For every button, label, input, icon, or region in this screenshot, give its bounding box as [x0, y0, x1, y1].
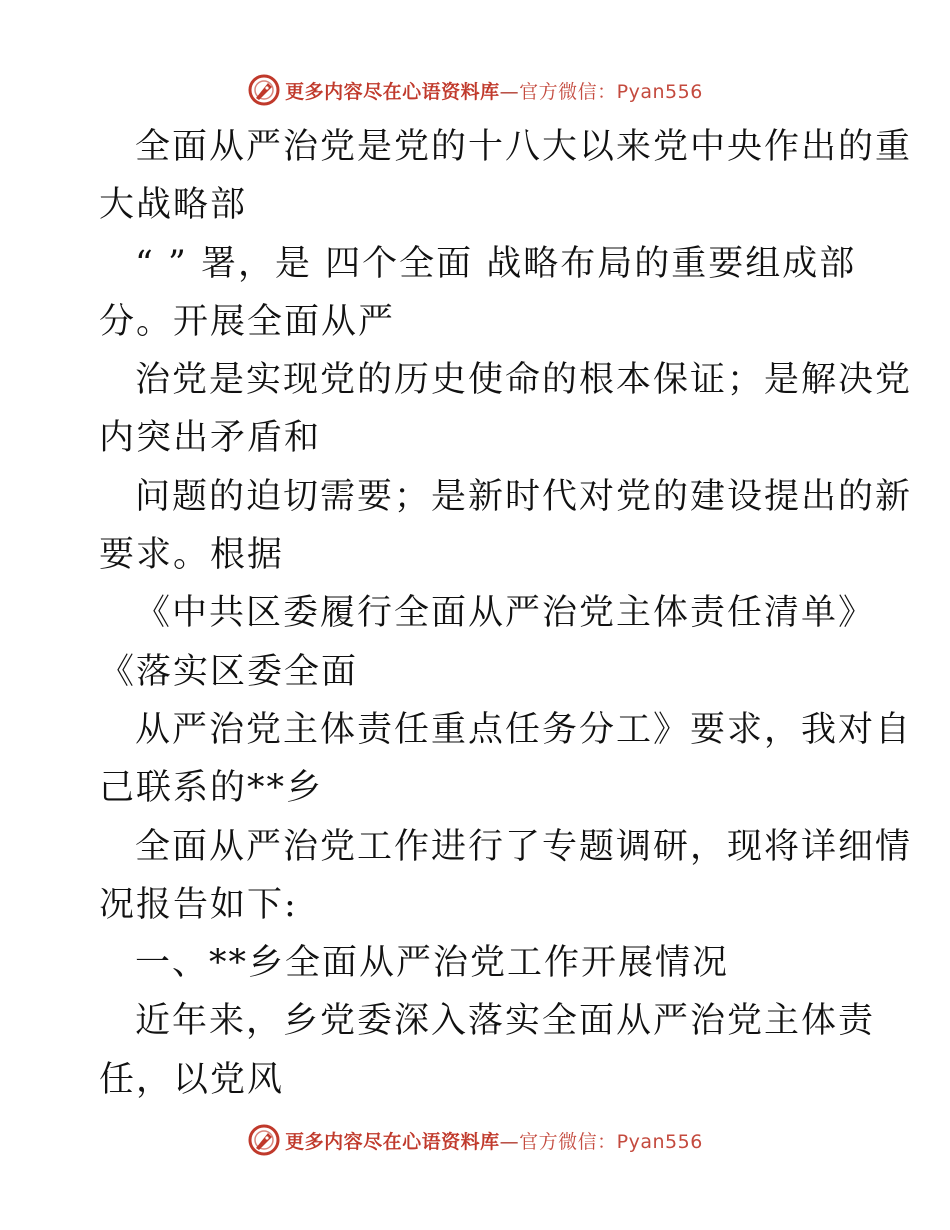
footer-text — [285, 1127, 703, 1154]
paragraph-line: 分。开展全面从严 — [99, 301, 396, 342]
pen-nib-logo-icon — [247, 73, 281, 107]
document-body — [99, 118, 913, 1109]
header-main-text: 更多内容尽在心语资料库 — [285, 80, 500, 103]
paragraph-line: 己联系的**乡 — [99, 768, 324, 809]
paragraph-line: “ ” 署，是 四个全面 战略布局的重要组成部 — [135, 243, 857, 284]
section-heading: 一、**乡全面从严治党工作开展情况 — [135, 943, 730, 984]
pen-nib-logo-icon — [247, 1123, 281, 1157]
footer-separator: — — [499, 1130, 520, 1153]
paragraph-line: 近年来，乡党委深入落实全面从严治党主体责 — [135, 1001, 876, 1042]
header-text — [285, 77, 703, 104]
paragraph-line: 《中共区委履行全面从严治党主体责任清单》 — [135, 593, 876, 634]
paragraph-line: 要求。根据 — [99, 535, 285, 576]
paragraph-line: 况报告如下: — [99, 884, 298, 925]
footer-wechat-text: 官方微信：Pyan556 — [519, 1130, 703, 1153]
header-separator: — — [499, 80, 520, 103]
paragraph-line: 从严治党主体责任重点任务分工》要求，我对自 — [135, 709, 913, 750]
paragraph-line: 全面从严治党工作进行了专题调研，现将详细情 — [135, 826, 913, 867]
footer-banner — [0, 1120, 950, 1160]
header-banner — [0, 70, 950, 110]
header-wechat-text: 官方微信：Pyan556 — [519, 80, 703, 103]
paragraph-line: 全面从严治党是党的十八大以来党中央作出的重 — [135, 127, 913, 167]
paragraph-line: 内突出矛盾和 — [99, 418, 322, 459]
paragraph-line: 大战略部 — [99, 185, 248, 226]
paragraph-line: 问题的迫切需要；是新时代对党的建设提出的新 — [135, 476, 913, 517]
footer-main-text: 更多内容尽在心语资料库 — [285, 1130, 500, 1153]
paragraph-line: 治党是实现党的历史使命的根本保证；是解决党 — [135, 360, 913, 401]
paragraph-line: 《落实区委全面 — [99, 651, 359, 692]
paragraph-line: 任，以党风 — [99, 1059, 285, 1100]
